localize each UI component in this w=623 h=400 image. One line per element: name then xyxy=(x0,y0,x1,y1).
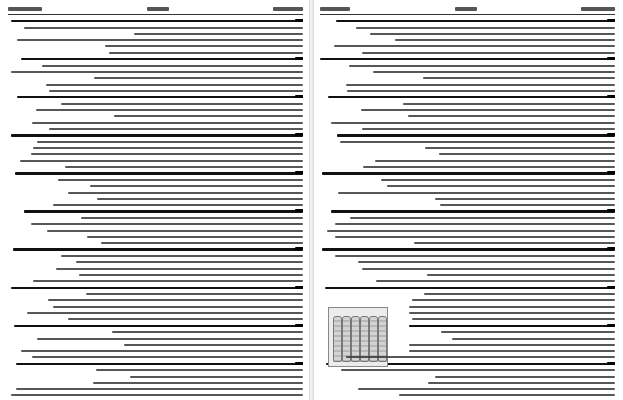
figure-cell-shape xyxy=(342,316,351,362)
text-line xyxy=(409,350,616,352)
page-body-right xyxy=(320,19,615,397)
text-line xyxy=(90,185,303,187)
text-line xyxy=(20,160,303,162)
page-body-left xyxy=(8,19,303,397)
question-number xyxy=(607,324,615,327)
text-line xyxy=(370,33,615,35)
question-number xyxy=(295,57,303,60)
text-line xyxy=(130,376,303,378)
question-number xyxy=(295,171,303,174)
text-line xyxy=(94,77,303,79)
text-line xyxy=(435,198,615,200)
question-number xyxy=(295,133,303,136)
text-line xyxy=(409,306,616,308)
text-line xyxy=(47,230,303,232)
text-line xyxy=(346,84,615,86)
question-text-line xyxy=(11,287,303,289)
question-number xyxy=(295,95,303,98)
page-number-block xyxy=(320,7,350,11)
text-line xyxy=(24,27,303,29)
text-line xyxy=(68,192,303,194)
text-line xyxy=(399,394,615,396)
text-line xyxy=(65,166,303,168)
question-text-line xyxy=(14,325,303,327)
text-line xyxy=(335,223,615,225)
text-line xyxy=(49,128,303,130)
text-line xyxy=(11,71,303,73)
question-text-line xyxy=(336,20,615,22)
subject-title-block xyxy=(581,7,615,11)
text-line xyxy=(11,394,303,396)
question-number xyxy=(607,57,615,60)
text-line xyxy=(31,223,303,225)
figure-cell-shape xyxy=(333,316,342,362)
text-line xyxy=(32,122,303,124)
text-line xyxy=(412,299,615,301)
question-text-line xyxy=(11,20,303,22)
text-line xyxy=(17,39,303,41)
text-line xyxy=(376,280,615,282)
text-line xyxy=(61,103,303,105)
question-number xyxy=(295,324,303,327)
question-number xyxy=(295,362,303,365)
page-right xyxy=(314,0,623,400)
exam-code-block xyxy=(147,7,169,11)
text-line xyxy=(42,65,303,67)
text-line xyxy=(375,160,615,162)
text-line xyxy=(409,344,616,346)
text-line xyxy=(53,204,303,206)
text-line xyxy=(86,293,303,295)
text-line xyxy=(440,204,615,206)
text-line xyxy=(347,90,615,92)
question-number xyxy=(607,19,615,22)
question-number xyxy=(295,19,303,22)
text-line xyxy=(21,350,303,352)
text-line xyxy=(79,274,303,276)
text-line xyxy=(114,115,303,117)
text-line xyxy=(423,77,615,79)
text-line xyxy=(112,331,303,333)
text-line xyxy=(31,153,303,155)
text-line xyxy=(87,236,303,238)
question-text-line xyxy=(409,325,616,327)
figure-cell-shape xyxy=(351,316,360,362)
text-line xyxy=(33,147,303,149)
subject-title-block xyxy=(273,7,303,11)
question-number xyxy=(607,209,615,212)
text-line xyxy=(427,274,615,276)
text-line xyxy=(56,268,303,270)
text-line xyxy=(361,109,615,111)
text-line xyxy=(341,369,615,371)
text-line xyxy=(335,236,615,238)
question-text-line xyxy=(21,58,303,60)
text-line xyxy=(96,369,303,371)
text-line xyxy=(395,39,615,41)
question-text-line xyxy=(322,172,615,174)
question-number xyxy=(607,362,615,365)
text-line xyxy=(350,217,615,219)
text-line xyxy=(403,103,615,105)
text-line xyxy=(33,280,303,282)
text-line xyxy=(358,388,615,390)
text-line xyxy=(358,261,615,263)
text-line xyxy=(335,255,615,257)
question-text-line xyxy=(17,96,303,98)
text-line xyxy=(424,293,615,295)
text-line xyxy=(327,230,615,232)
text-line xyxy=(32,356,303,358)
text-line xyxy=(373,71,615,73)
question-text-line xyxy=(13,248,303,250)
text-line xyxy=(363,166,615,168)
text-line xyxy=(53,306,303,308)
question-text-line xyxy=(320,58,615,60)
text-line xyxy=(439,153,615,155)
page-header-left xyxy=(8,4,303,15)
question-number xyxy=(295,247,303,250)
question-text-line xyxy=(328,96,615,98)
question-text-line xyxy=(24,210,303,212)
figure-cell-shape xyxy=(369,316,378,362)
text-line xyxy=(36,109,303,111)
text-line xyxy=(381,179,615,181)
text-line xyxy=(97,198,303,200)
text-line xyxy=(425,147,615,149)
figure-cell-shape xyxy=(378,316,387,362)
text-line xyxy=(338,192,615,194)
text-line xyxy=(340,141,615,143)
text-line xyxy=(109,52,303,54)
text-line xyxy=(441,331,615,333)
figure-cell-shape xyxy=(360,316,369,362)
exam-code-block xyxy=(455,7,477,11)
text-line xyxy=(331,122,615,124)
text-line xyxy=(105,45,303,47)
question-number xyxy=(607,133,615,136)
text-line xyxy=(124,344,303,346)
page-number-block xyxy=(8,7,42,11)
page-header-right xyxy=(320,4,615,15)
text-line xyxy=(349,65,615,67)
question-text-line xyxy=(11,134,303,136)
text-line xyxy=(387,185,615,187)
text-line xyxy=(362,268,615,270)
text-line xyxy=(452,338,615,340)
text-line xyxy=(61,255,303,257)
text-line xyxy=(49,90,303,92)
text-line xyxy=(81,217,303,219)
question-text-line xyxy=(16,363,303,365)
question-text-line xyxy=(337,134,615,136)
text-line xyxy=(48,299,303,301)
text-line xyxy=(16,388,303,390)
question-number xyxy=(607,95,615,98)
text-line xyxy=(27,312,303,314)
text-line xyxy=(362,128,615,130)
page-left xyxy=(0,0,309,400)
text-line xyxy=(356,27,615,29)
question-number xyxy=(295,286,303,289)
question-text-line xyxy=(322,248,615,250)
text-line xyxy=(76,261,303,263)
text-line xyxy=(334,45,615,47)
question-number xyxy=(607,286,615,289)
text-line xyxy=(409,312,616,314)
text-line xyxy=(37,338,303,340)
text-line xyxy=(68,318,303,320)
text-line xyxy=(408,115,615,117)
text-line xyxy=(412,318,615,320)
text-line xyxy=(435,376,615,378)
text-line xyxy=(414,242,615,244)
question-text-line xyxy=(325,287,615,289)
question-text-line xyxy=(331,210,615,212)
text-line xyxy=(46,84,303,86)
text-line xyxy=(93,382,303,384)
question-number xyxy=(295,209,303,212)
text-line xyxy=(362,52,615,54)
text-line xyxy=(134,33,303,35)
question-number xyxy=(607,171,615,174)
question-number xyxy=(607,247,615,250)
text-line xyxy=(428,382,615,384)
text-line xyxy=(101,242,303,244)
text-line xyxy=(37,141,303,143)
text-line xyxy=(58,179,303,181)
question-text-line xyxy=(15,172,303,174)
